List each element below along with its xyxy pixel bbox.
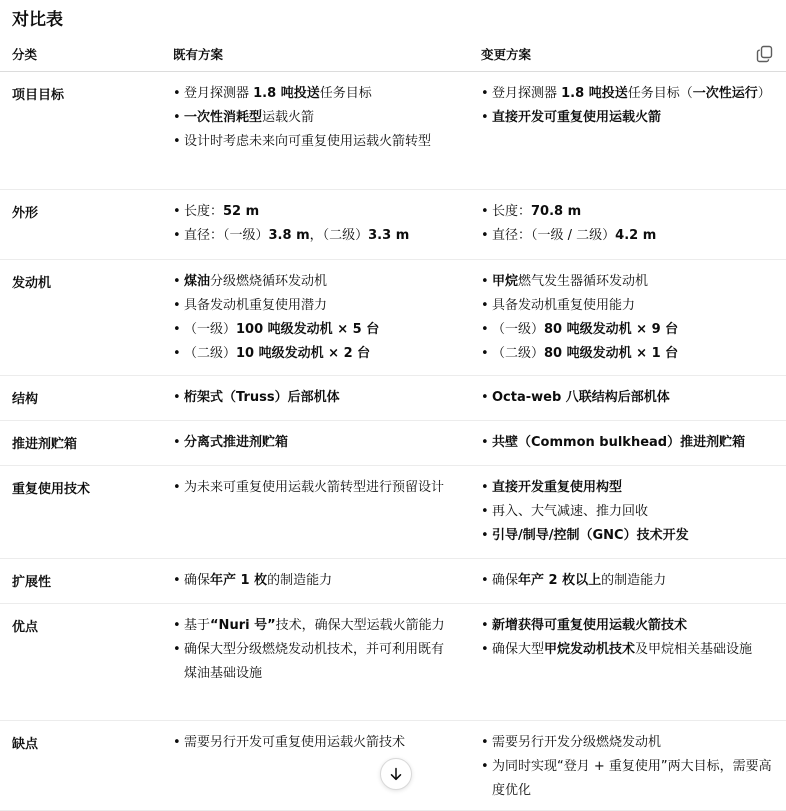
- row-category: 扩展性: [12, 575, 52, 590]
- text: 确保大型分级燃烧发动机技术，并可利用既有煤油基础设施: [184, 642, 445, 681]
- table-row: [0, 260, 786, 376]
- row-category: 推进剂贮箱: [12, 437, 78, 452]
- changed-plan-cell: [468, 604, 786, 720]
- table-row: [0, 466, 786, 559]
- existing-plan-cell: [160, 421, 468, 465]
- row-category: 外形: [12, 206, 39, 221]
- changed-plan-cell: [468, 190, 786, 259]
- bold-text: 桁架式（Truss）后部机体: [184, 390, 340, 405]
- bold-text: 80 吨级发动机 × 9 台: [544, 322, 679, 337]
- bold-text: 3.3 m: [368, 228, 410, 243]
- text: 分级燃烧循环发动机: [210, 274, 328, 289]
- list-item: [481, 294, 776, 318]
- text: 确保: [492, 573, 519, 588]
- list-item: [481, 755, 776, 803]
- bold-text: 甲烷: [492, 274, 519, 289]
- header-category: 分类: [12, 46, 38, 62]
- bold-text: “Nuri 号”: [210, 618, 276, 633]
- changed-plan-cell: [468, 559, 786, 603]
- list-item: [173, 200, 446, 224]
- changed-plan-cell: [468, 376, 786, 420]
- changed-plan-cell: [468, 466, 786, 558]
- list-item: [173, 224, 446, 248]
- bullet-list: [481, 200, 776, 248]
- text: 为未来可重复使用运载火箭转型进行预留设计: [184, 480, 445, 495]
- list-item: [173, 106, 446, 130]
- text: 长度：: [184, 204, 224, 219]
- bullet-list: [173, 82, 446, 154]
- bullet-list: [173, 386, 446, 410]
- list-item: [481, 342, 776, 366]
- bullet-list: [481, 614, 776, 662]
- text: ）: [757, 86, 771, 101]
- existing-plan-cell: [160, 72, 468, 189]
- bold-text: 80 吨级发动机 × 1 台: [544, 346, 679, 361]
- list-item: [173, 318, 446, 342]
- existing-plan-cell: [160, 376, 468, 420]
- bullet-list: [173, 431, 446, 455]
- bullet-list: [173, 476, 446, 500]
- text: 技术，确保大型运载火箭能力: [275, 618, 445, 633]
- text: 设计时考虑未来向可重复使用运载火箭转型: [184, 134, 432, 149]
- changed-plan-cell: [468, 72, 786, 189]
- bold-text: 10 吨级发动机 × 2 台: [236, 346, 371, 361]
- changed-plan-cell: [468, 721, 786, 810]
- bold-text: 年产 1 枚: [210, 573, 268, 588]
- existing-plan-cell: [160, 559, 468, 603]
- bold-text: 70.8 m: [531, 204, 582, 219]
- existing-plan-cell: [160, 604, 468, 720]
- text: 需要另行开发分级燃烧发动机: [492, 735, 662, 750]
- list-item: [481, 270, 776, 294]
- bullet-list: [481, 386, 776, 410]
- bold-text: 一次性运行: [692, 86, 758, 101]
- text: 再入、大气减速、推力回收: [492, 504, 649, 519]
- list-item: [481, 386, 776, 410]
- text: （二级）: [492, 346, 545, 361]
- list-item: [173, 130, 446, 154]
- text: 的制造能力: [267, 573, 333, 588]
- list-item: [481, 106, 776, 130]
- text: 为同时实现“登月 + 重复使用”两大目标，需要高度优化: [492, 759, 772, 798]
- bullet-list: [481, 476, 776, 548]
- list-item: [173, 386, 446, 410]
- list-item: [481, 731, 776, 755]
- text: 确保: [184, 573, 211, 588]
- text: 运载火箭: [262, 110, 315, 125]
- table-row: [0, 604, 786, 721]
- bold-text: 100 吨级发动机 × 5 台: [236, 322, 380, 337]
- arrow-down-icon: [389, 767, 403, 781]
- row-category: 重复使用技术: [12, 482, 91, 497]
- text: 基于: [184, 618, 211, 633]
- bold-text: 4.2 m: [615, 228, 657, 243]
- list-item: [173, 82, 446, 106]
- list-item: [481, 431, 776, 455]
- bullet-list: [481, 82, 776, 130]
- list-item: [173, 638, 446, 686]
- list-item: [173, 476, 446, 500]
- bold-text: 一次性消耗型: [184, 110, 263, 125]
- text: 需要另行开发可重复使用运载火箭技术: [184, 735, 406, 750]
- row-category: 结构: [12, 392, 39, 407]
- bullet-list: [481, 270, 776, 366]
- text: （一级）: [184, 322, 237, 337]
- bold-text: 52 m: [223, 204, 260, 219]
- list-item: [481, 224, 776, 248]
- bold-text: 3.8 m: [268, 228, 310, 243]
- bullet-list: [173, 569, 446, 593]
- text: （一级）: [492, 322, 545, 337]
- existing-plan-cell: [160, 466, 468, 558]
- list-item: [481, 318, 776, 342]
- list-item: [481, 638, 776, 662]
- text: 及甲烷相关基础设施: [635, 642, 753, 657]
- row-category: 缺点: [12, 737, 39, 752]
- text: （二级）: [184, 346, 237, 361]
- text: ，（二级）: [309, 228, 369, 243]
- comparison-table: [0, 36, 786, 811]
- list-item: [173, 731, 446, 755]
- existing-plan-cell: [160, 260, 468, 375]
- bullet-list: [173, 270, 446, 366]
- text: 登月探测器: [492, 86, 562, 101]
- text: 燃气发生器循环发动机: [518, 274, 649, 289]
- text: 具备发动机重复使用潜力: [184, 298, 328, 313]
- list-item: [481, 200, 776, 224]
- text: 长度：: [492, 204, 532, 219]
- existing-plan-cell: [160, 190, 468, 259]
- list-item: [481, 614, 776, 638]
- bold-text: 分离式推进剂贮箱: [184, 435, 289, 450]
- bold-text: 甲烷发动机技术: [544, 642, 636, 657]
- header-changed-plan: 变更方案: [481, 46, 532, 62]
- text: 任务目标: [319, 86, 372, 101]
- text: 直径：（一级 / 二级）: [492, 228, 616, 243]
- table-row: [0, 376, 786, 421]
- bold-text: 1.8 吨投送: [561, 86, 628, 101]
- table-body: [0, 72, 786, 811]
- list-item: [173, 431, 446, 455]
- list-item: [481, 569, 776, 593]
- row-category: 项目目标: [12, 88, 65, 103]
- page-title: 对比表: [12, 10, 63, 30]
- text: 登月探测器: [184, 86, 254, 101]
- table-header: [0, 36, 786, 72]
- list-item: [481, 524, 776, 548]
- list-item: [173, 614, 446, 638]
- bold-text: 新增获得可重复使用运载火箭技术: [492, 618, 688, 633]
- existing-plan-cell: [160, 721, 468, 810]
- bold-text: Octa-web 八联结构后部机体: [492, 390, 670, 405]
- text: 任务目标（: [627, 86, 693, 101]
- changed-plan-cell: [468, 421, 786, 465]
- text: 直径：（一级）: [184, 228, 269, 243]
- bold-text: 直接开发重复使用构型: [492, 480, 623, 495]
- bullet-list: [173, 614, 446, 686]
- bold-text: 直接开发可重复使用运载火箭: [492, 110, 662, 125]
- list-item: [173, 270, 446, 294]
- list-item: [173, 569, 446, 593]
- bullet-list: [173, 731, 446, 755]
- row-category: 优点: [12, 620, 39, 635]
- table-row: [0, 559, 786, 604]
- bullet-list: [481, 731, 776, 803]
- bullet-list: [173, 200, 446, 248]
- scroll-down-button[interactable]: [380, 758, 412, 790]
- list-item: [481, 476, 776, 500]
- table-row: [0, 190, 786, 260]
- table-row: [0, 421, 786, 466]
- header-existing-plan: 既有方案: [173, 46, 224, 62]
- bold-text: 年产 2 枚以上: [518, 573, 602, 588]
- bold-text: 1.8 吨投送: [253, 86, 320, 101]
- text: 确保大型: [492, 642, 545, 657]
- changed-plan-cell: [468, 260, 786, 375]
- list-item: [173, 342, 446, 366]
- bold-text: 引导/制导/控制（GNC）技术开发: [492, 528, 689, 543]
- row-category: 发动机: [12, 276, 52, 291]
- list-item: [481, 82, 776, 106]
- bullet-list: [481, 431, 776, 455]
- list-item: [481, 500, 776, 524]
- table-row: [0, 72, 786, 190]
- text: 的制造能力: [601, 573, 667, 588]
- bold-text: 煤油: [184, 274, 211, 289]
- bold-text: 共壁（Common bulkhead）推进剂贮箱: [492, 435, 746, 450]
- text: 具备发动机重复使用能力: [492, 298, 636, 313]
- bullet-list: [481, 569, 776, 593]
- list-item: [173, 294, 446, 318]
